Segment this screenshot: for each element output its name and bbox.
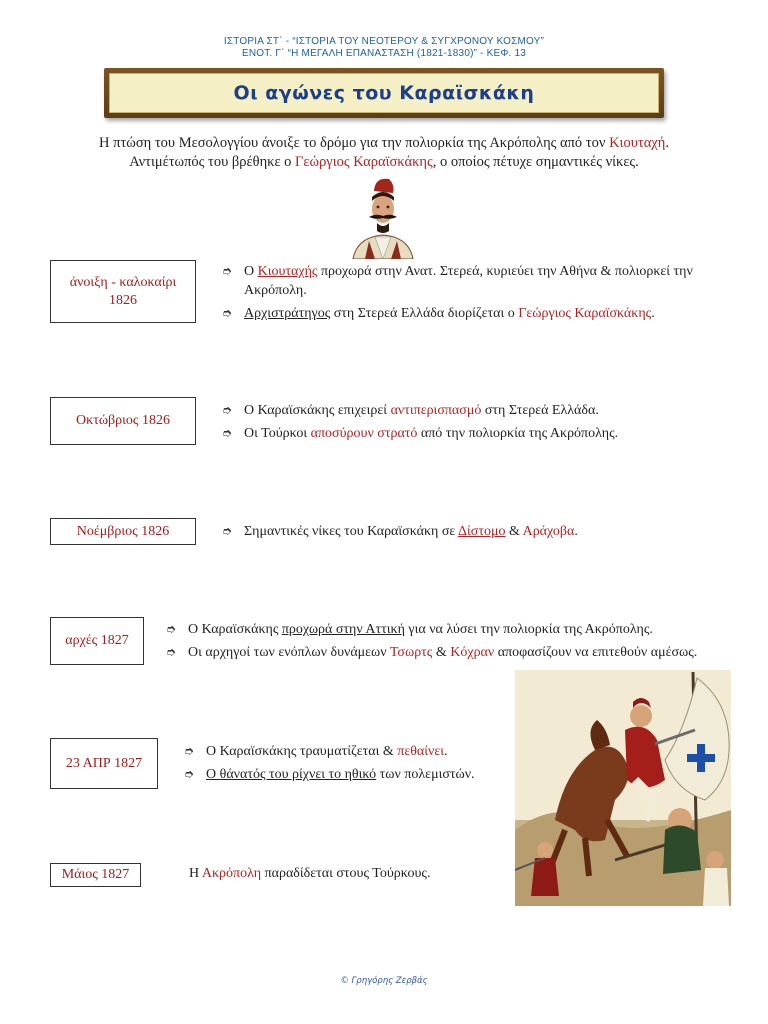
item-text: Ο Καραϊσκάκης [188,622,282,637]
highlight-name: Τσωρτς [389,645,433,660]
item-text: Ο Καραϊσκάκης επιχειρεί [244,403,391,418]
highlight-term: πεθαίνει [397,744,444,759]
list-item [166,643,746,662]
underlined-term: προχωρά στην Αττική [281,622,405,637]
item-text: προχωρά στην Ανατ. Στερεά, κυριεύει την Αθήνα & πολιορκεί την Ακρόπολη. [244,264,693,298]
list-item [222,262,732,300]
date-label: 23 ΑΠΡ 1827 [65,755,143,771]
item-text: για να λύσει την πολιορκία της Ακρόπολης. [404,622,653,637]
list-item [166,620,746,639]
item-text: & [505,524,523,539]
arrow-bullet-icon: ➮ [222,306,233,320]
event-3-list [222,522,732,545]
highlight-name: Γεώργιος Καραϊσκάκης [518,306,652,321]
page-title: Οι αγώνες του Καραϊσκάκη [233,82,535,104]
item-text: στη Στερεά Ελλάδα. [481,403,599,418]
list-item [222,424,732,443]
underlined-term: Αρχιστράτηγος [244,306,331,321]
arrow-bullet-icon: ➮ [222,264,233,278]
item-text: από την πολιορκία της Ακρόπολης. [417,426,619,441]
date-box-spring-summer-1826 [50,260,196,323]
highlight-term: αποσύρουν στρατό [310,426,418,441]
date-box-23-apr-1827 [50,738,158,789]
date-label: αρχές 1827 [65,633,129,648]
item-text: & [432,645,451,660]
item-text: Οι Τούρκοι [244,426,311,441]
item-text: . [651,306,655,321]
item-text: Σημαντικές νίκες του Καραϊσκάκη σε [244,524,458,539]
event-2-list [222,401,732,447]
item-text: στη Στερεά Ελλάδα διορίζεται ο [330,306,519,321]
item-text: Η [189,866,202,881]
copyright-footer: © Γρηγόρης Ζερβάς [340,976,428,986]
battle-illustration-image [515,670,731,906]
date-box-november-1826 [50,518,196,545]
arrow-bullet-icon: ➮ [222,426,233,440]
arrow-bullet-icon: ➮ [222,403,233,417]
highlight-place: Ακρόπολη [201,866,262,881]
intro-text: . [665,135,669,151]
arrow-bullet-icon: ➮ [184,744,195,758]
item-text: αποφασίζουν να επιτεθούν αμέσως. [494,645,698,660]
arrow-bullet-icon: ➮ [222,524,233,538]
item-text: των πολεμιστών. [376,767,475,782]
date-label: άνοιξη - καλοκαίρι [69,274,177,290]
underlined-term: Ο θάνατός του ρίχνει το ηθικό [206,767,377,782]
intro-text: Η πτώση του Μεσολογγίου άνοιξε το δρόμο για την πολιορκία της Ακρόπολης από τον [99,135,610,151]
title-banner [104,68,664,118]
highlight-karaiskakis: Γεώργιος Καραϊσκάκης [295,154,433,170]
item-text: Ο Καραϊσκάκης τραυματίζεται & [206,744,398,759]
item-text: Ο [244,264,258,279]
intro-paragraph [40,134,728,172]
date-year: 1826 [109,292,137,308]
intro-line-2 [40,153,728,172]
arrow-bullet-icon: ➮ [166,622,177,636]
highlight-term: αντιπερισπασμό [390,403,482,418]
highlight-place: Δίστομο [458,524,506,539]
highlight-name: Κόχραν [450,645,495,660]
arrow-bullet-icon: ➮ [184,767,195,781]
intro-line-1 [40,134,728,153]
date-box-early-1827 [50,617,144,665]
header-line-2: ΕΝΟΤ. Γ΄ “Η ΜΕΓΑΛΗ ΕΠΑΝΑΣΤΑΣΗ (1821-1830)” - ΚΕΦ. 13 [241,48,527,59]
karaiskakis-portrait-image [345,175,421,259]
title-panel [109,73,659,113]
date-label: Οκτώβριος 1826 [76,413,170,428]
intro-text: Αντιμέτωπός του βρέθηκε ο [129,154,296,170]
intro-text: , ο οποίος πέτυχε σημαντικές νίκες. [432,154,639,170]
event-1-list [222,262,732,327]
item-text: Οι αρχηγοί των ενόπλων δυνάμεων [188,645,390,660]
list-item [222,522,732,541]
arrow-bullet-icon: ➮ [166,645,177,659]
list-item [222,401,732,420]
highlight-place: Αράχοβα [522,524,575,539]
date-box-october-1826 [50,397,196,445]
item-text: . [444,744,448,759]
list-item [184,765,514,784]
date-label: Νοέμβριος 1826 [76,523,170,539]
event-4-list [166,620,746,666]
item-text: . [574,524,578,539]
list-item [184,742,514,761]
event-6-text [189,866,430,882]
highlight-name: Κιουταχής [257,264,318,279]
header-line-1: ΙΣΤΟΡΙΑ ΣΤ΄ - “ΙΣΤΟΡΙΑ ΤΟΥ ΝΕΟΤΕΡΟΥ & ΣΥΓΧΡΟΝΟΥ ΚΟΣΜΟΥ” [223,36,545,47]
item-text: παραδίδεται στους Τούρκους. [261,866,431,881]
event-5-list [184,742,514,788]
list-item [222,304,732,323]
date-box-may-1827 [50,863,141,887]
highlight-kiutahis: Κιουταχή [609,135,666,151]
date-label: Μάιος 1827 [61,867,130,882]
